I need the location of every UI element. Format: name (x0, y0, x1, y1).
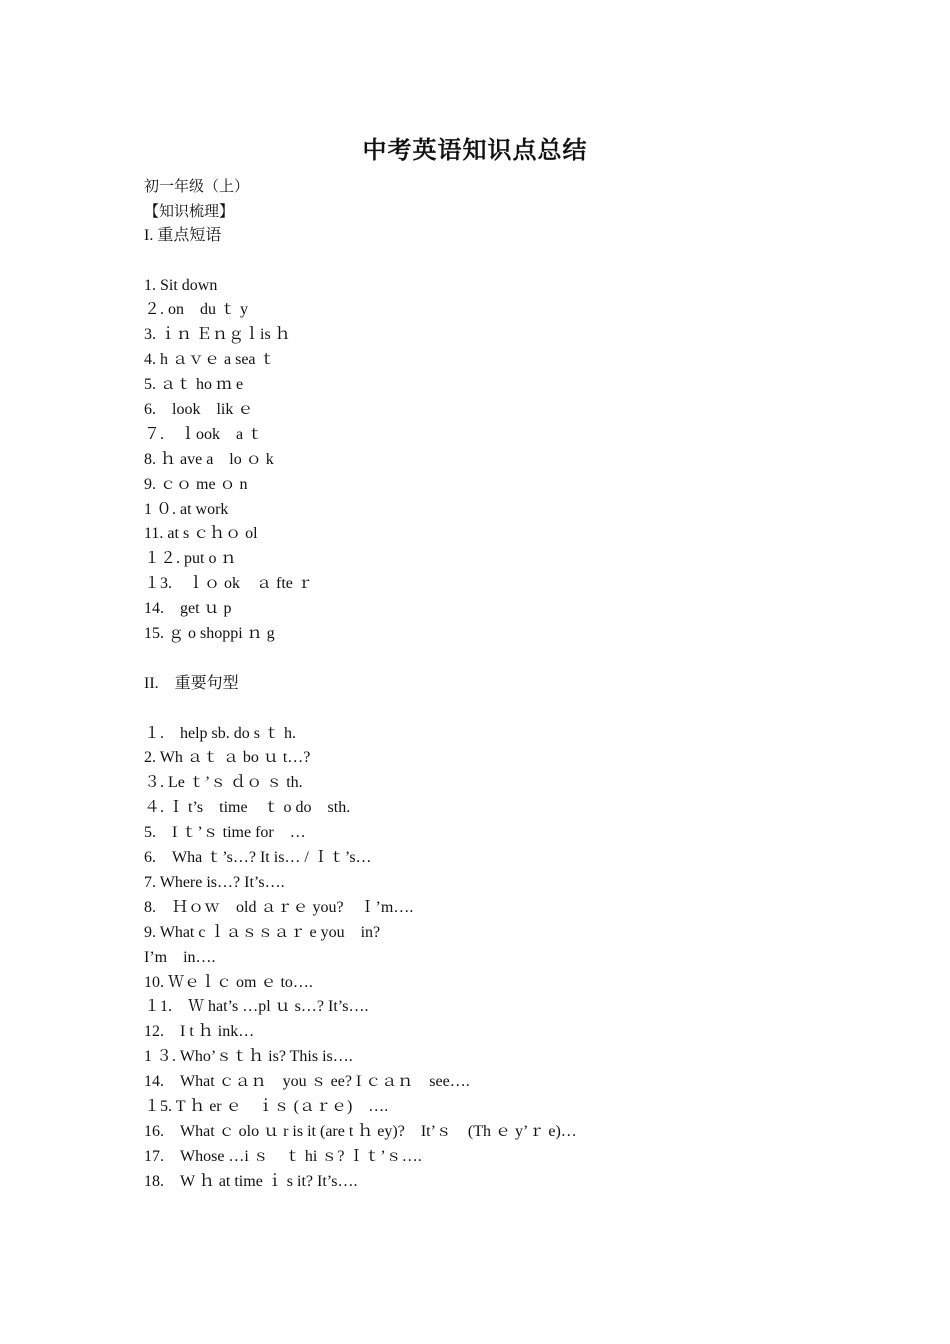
phrase-item: 4. h ａｖｅ a sea ｔ (144, 351, 276, 369)
section-label: 【知识梳理】 (144, 201, 235, 220)
phrase-item: 14. get ｕ p (144, 600, 232, 618)
section-heading-sentences: II. 重要句型 (144, 674, 239, 692)
sentence-item: １5. T ｈ er ｅ ｉｓ (ａｒｅ) …. (144, 1097, 389, 1115)
phrase-item: 5. ａｔ ho ｍ e (144, 376, 244, 394)
sentence-item: 18. W ｈ at time ｉ s it? It’s…. (144, 1172, 358, 1190)
sentence-item: 7. Where is…? It’s…. (144, 873, 285, 891)
section-heading-phrases: I. 重点短语 (144, 226, 222, 244)
sentence-item: 16. What ｃ olo ｕ r is it (are t ｈ ey)? It’ｓ (Th ｅ y’ｒ e)… (144, 1122, 577, 1140)
sentence-item: 14. What ｃａｎ you ｓ ee? I ｃａｎ see…. (144, 1073, 470, 1091)
sentence-item: 1 ３. Who’ｓｔｈ is? This is…. (144, 1048, 353, 1066)
sentence-item: 6. Wha ｔ’s…? It is… / Ｉｔ’s… (144, 849, 372, 867)
phrase-item: 15. ｇ o shoppi ｎ g (144, 625, 275, 643)
document-body (144, 174, 844, 1195)
phrase-item: 9. ｃｏ me ｏ n (144, 475, 248, 493)
phrase-item: 8. ｈ ave a lo ｏ k (144, 450, 274, 468)
sentence-item: 12. I t ｈ ink… (144, 1023, 255, 1041)
phrase-item: 1 ０. at work (144, 500, 229, 518)
sentence-item: 5. I ｔ’ｓ time for … (144, 824, 306, 842)
sentence-item: １. help sb. do s ｔ h. (144, 724, 297, 742)
phrase-item: 6. look lik ｅ (144, 401, 254, 419)
sentence-item: 17. Whose …i ｓ ｔ hi ｓ? Ｉｔ’ｓ…. (144, 1147, 422, 1165)
phrase-item: 3. ｉｎ Ｅｎｇｌis ｈ (144, 326, 291, 344)
page-title: 中考英语知识点总结 (362, 136, 588, 164)
sentence-item: 2. Wh ａｔ ａ bo ｕ t…? (144, 749, 311, 767)
sentence-item: ４. Ｉ t’s time ｔ o do sth. (144, 799, 351, 817)
blank-line (144, 647, 844, 672)
blank-line (144, 697, 844, 722)
grade-heading: 初一年级（上） (144, 177, 250, 195)
phrase-item: １２. put o ｎ (144, 550, 237, 568)
blank-line (144, 249, 844, 274)
phrase-item: １3. ｌｏ ok ａ fte ｒ (144, 575, 313, 593)
sentence-item: 9. What c ｌａｓｓａｒ e you in? (144, 923, 381, 941)
sentence-item: 8. Ｈｏｗ old ａｒｅ you? Ｉ’m…. (144, 898, 414, 916)
phrase-item: ２. on du ｔ y (144, 301, 249, 319)
sentence-item: 10. Ｗｅｌｃ om ｅ to…. (144, 973, 313, 991)
phrase-item: 11. at s ｃｈｏ ol (144, 525, 258, 543)
phrase-item: 1. Sit down (144, 276, 218, 294)
sentence-item: １1. Ｗ hat’s …pl ｕ s…? It’s…. (144, 998, 369, 1016)
sentence-item: I’m in…. (144, 948, 216, 966)
phrase-item: ７. ｌook a ｔ (144, 425, 264, 443)
sentence-item: ３. Le ｔ’ｓ ｄｏ ｓ th. (144, 774, 303, 792)
